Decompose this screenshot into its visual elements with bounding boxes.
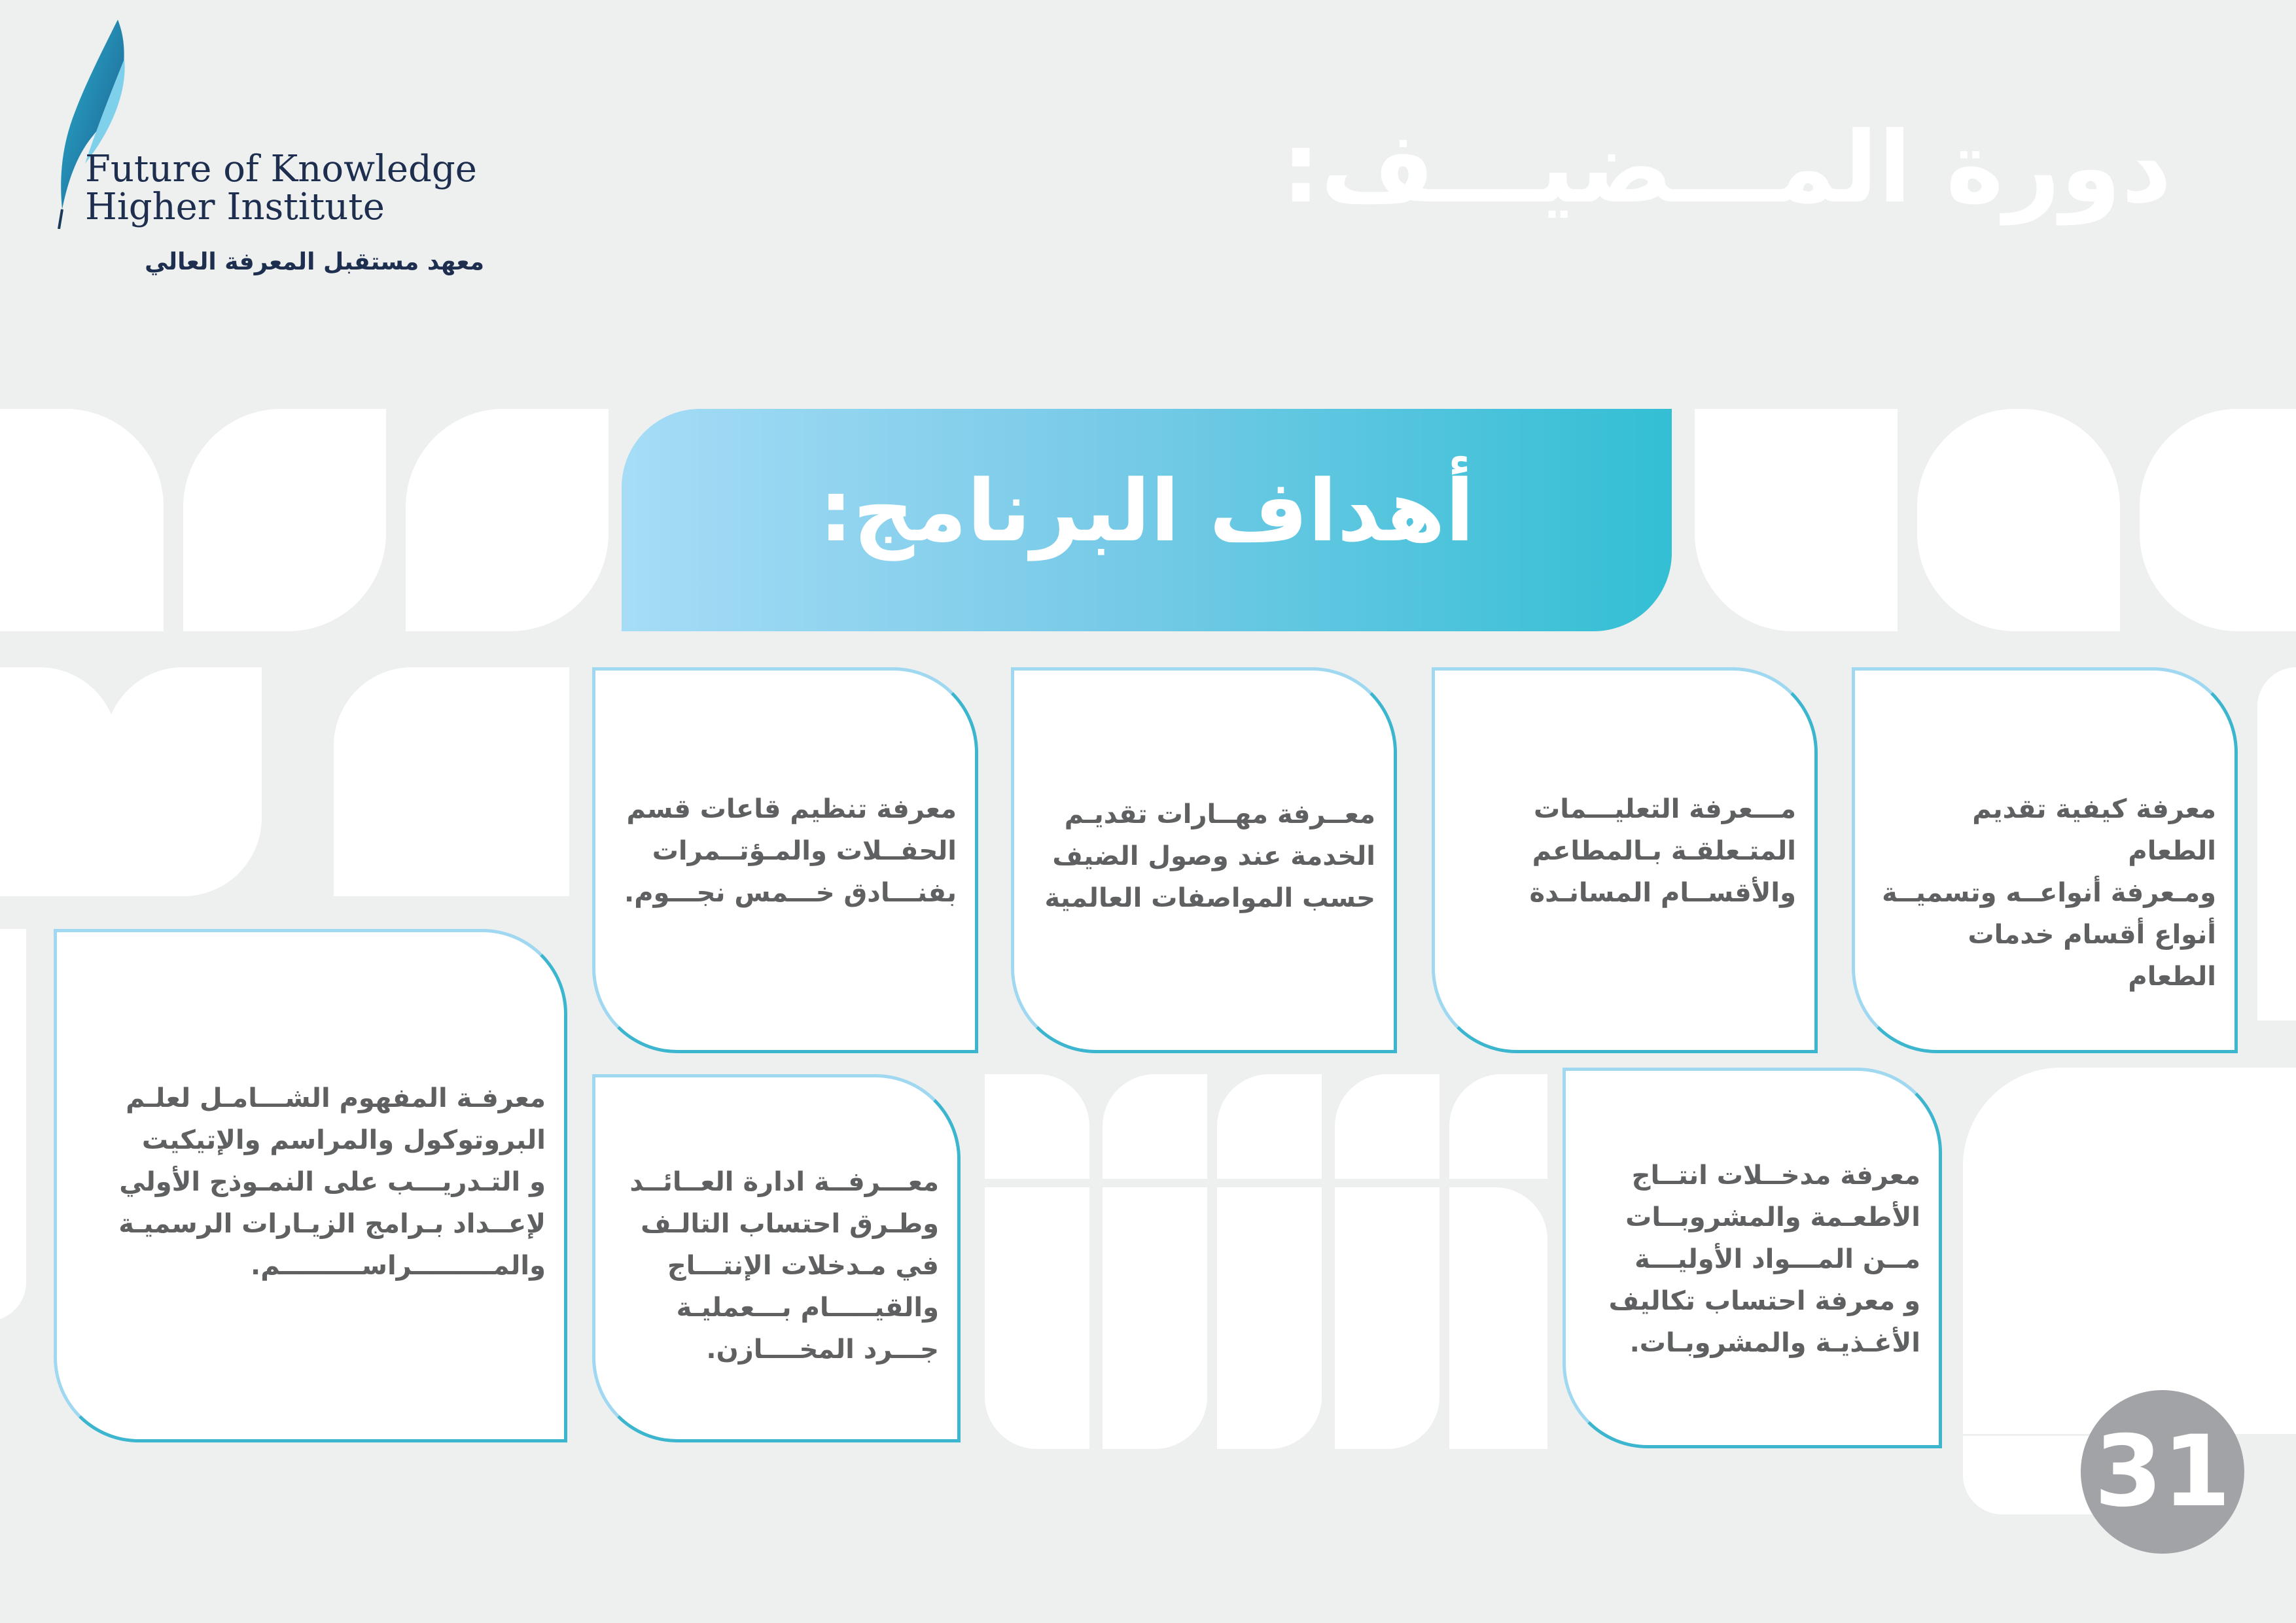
decorative-shape xyxy=(0,667,118,896)
objective-text: معـــرفــة ادارة العــائــد وطـرق احتساب التالـف في مـدخلات الإنتـــاج والقيـــــام بـــعمليـة جـــرد المخــــازن. xyxy=(629,1167,939,1365)
decorative-shape xyxy=(1963,1436,2094,1514)
decorative-shape xyxy=(1963,1068,2296,1434)
decorative-shape xyxy=(1103,1074,1207,1179)
objective-text: معرفـة المفهوم الشـــامـل لعلـم البروتوكول والمراسم والإتيكيت و التـدريـــب على النمـوذج الأولي لإعــداد بـرامج الزيـارات الرسميـة والمـــــــــراســـــــــم. xyxy=(118,1083,546,1281)
decorative-shape xyxy=(2140,409,2296,631)
section-banner xyxy=(622,409,1672,631)
institute-logo xyxy=(46,13,504,275)
logo-name-arabic: معهد مستقبل المعرفة العالي xyxy=(145,249,484,275)
decorative-shape xyxy=(985,1187,1089,1449)
objective-card-1 xyxy=(1852,667,2238,1053)
decorative-shape xyxy=(406,409,609,631)
decorative-shape xyxy=(985,1074,1089,1179)
objective-text: مـــعرفة التعليـــمات المتـعلقـة بـالمطاعم والأقســام المسانـدة xyxy=(1529,794,1796,908)
objective-text: معــرفة مهــارات تقديـم الخدمة عند وصول الضيف حسب المواصفات العالمية xyxy=(1044,799,1375,913)
decorative-shape xyxy=(1335,1187,1439,1449)
logo-name-english xyxy=(85,150,477,226)
decorative-shape xyxy=(334,667,569,896)
objective-card-7 xyxy=(54,929,567,1442)
decorative-shape xyxy=(0,929,26,1321)
logo-name-line1: Future of Knowledge xyxy=(85,148,477,190)
decorative-shape xyxy=(0,409,164,631)
objective-card-3 xyxy=(1011,667,1397,1053)
decorative-shape xyxy=(2257,667,2296,1021)
decorative-shape xyxy=(1217,1187,1322,1449)
page-title: دورة المـــضيـــف: xyxy=(1281,111,2172,225)
objective-card-6 xyxy=(592,1074,961,1442)
decorative-shape xyxy=(1103,1187,1207,1449)
decorative-shape xyxy=(105,667,262,896)
decorative-shape xyxy=(1449,1187,1547,1449)
objective-card-5 xyxy=(1563,1068,1942,1448)
decorative-shape xyxy=(1917,409,2120,631)
decorative-shape xyxy=(1217,1074,1322,1179)
objective-text: معرفة مدخــلات انتــاج الأطعـمة والمشروبــات مــن المـــواد الأوليـــة و معرفة احتساب تكاليف الأغـذيـة والمشروبـات. xyxy=(1608,1161,1920,1358)
decorative-shape xyxy=(183,409,386,631)
decorative-shape xyxy=(1335,1074,1439,1179)
logo-name-line2: Higher Institute xyxy=(85,186,385,228)
objective-card-2 xyxy=(1432,667,1818,1053)
decorative-shape xyxy=(1695,409,1898,631)
objective-text: معرفة تنظيم قاعات قسم الحفــلات والمـؤتــمرات بفنـــادق خـــمس نجـــوم. xyxy=(624,794,957,908)
objective-text: معرفة كيفية تقديم الطعام ومـعرفة أنواعــه وتسميــة أنواع أقسام خدمات الطعام xyxy=(1882,794,2216,992)
section-title: أهداف البرنامج: xyxy=(819,461,1475,561)
page-number-badge: 31 xyxy=(2081,1390,2244,1554)
decorative-shape xyxy=(1449,1074,1547,1179)
objective-card-4 xyxy=(592,667,978,1053)
